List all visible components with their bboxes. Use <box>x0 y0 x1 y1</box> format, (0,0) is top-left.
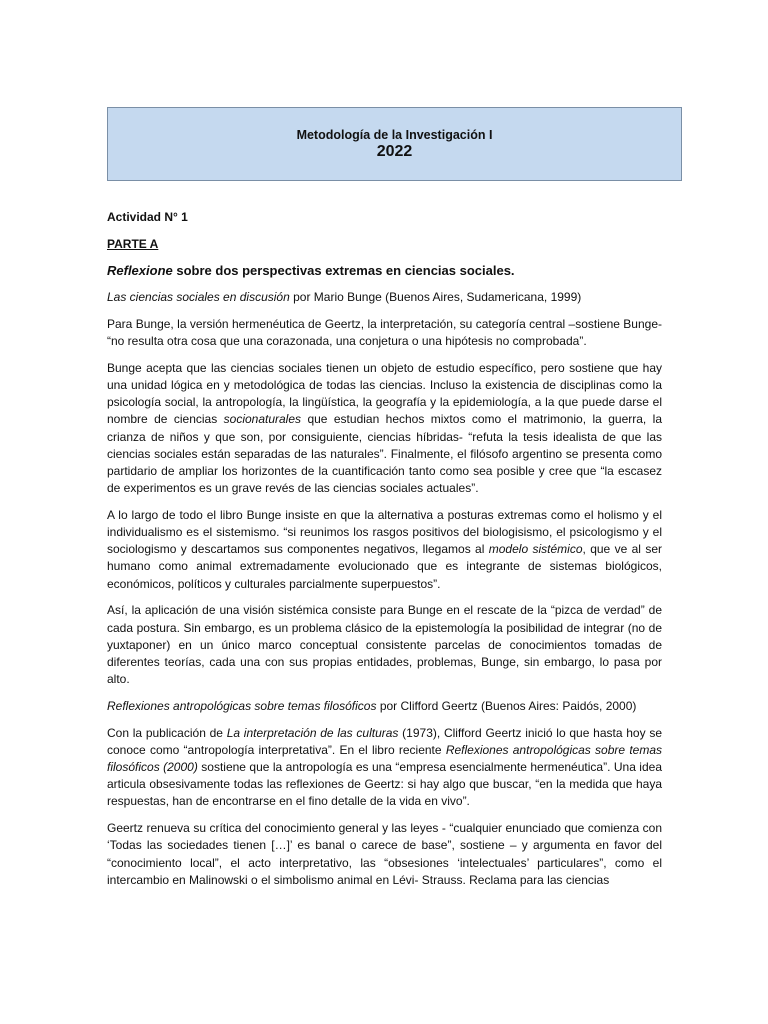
paragraph-5 <box>107 725 662 811</box>
paragraph-2 <box>107 360 662 498</box>
paragraph-3-b: , que ve al ser humano como animal extremadamente evolucionado que es integrante de sistemas biológicos, económicos, políticos y culturales parcialmente superpuestos”. <box>107 542 662 591</box>
prompt-emphasis: Reflexione <box>107 263 173 279</box>
paragraph-6: Geertz renueva su crítica del conocimiento general y las leyes - “cualquier enunciado que comienza con ‘Todas las sociedades tienen […]’ es banal o carece de base”, sostiene – y argumenta en favor del “conocimiento local”, el acto interpretativo, las “obsesiones ‘intelectuales’ particulares”, como el intercambio en Malinowski o el simbolismo animal en Lévi- Strauss. Reclama para las ciencias <box>107 821 662 887</box>
paragraph-5-b: (1973), Clifford Geertz inició lo que hasta hoy se conoce como “antropología interpretativa”. En el libro reciente <box>107 725 663 757</box>
source-bunge <box>107 289 662 306</box>
paragraph-3 <box>107 507 662 593</box>
part-heading: PARTE A <box>107 236 159 251</box>
paragraph-1: Para Bunge, la versión hermenéutica de Geertz, la interpretación, su categoría central –sostiene Bunge- “no resulta otra cosa que una corazonada, una conjetura o una hipótesis no comprobada”. <box>107 316 662 349</box>
header-box <box>107 107 682 181</box>
paragraph-3-emphasis: modelo sistémico <box>488 542 583 557</box>
paragraph-5-emphasis-2: Reflexiones antropológicas sobre temas filosóficos (2000) <box>107 742 662 774</box>
paragraph-2-b: que estudian hechos mixtos como el matrimonio, la guerra, la crianza de niños y que son, por consiguiente, ciencias híbridas- “refuta la tesis idealista de que las ciencias sociales están separadas de las naturales”. Finalmente, el filósofo argentino se presenta como partidario de ampliar los horizontes de la cuantificación tanto como sea posible y cree que “la escasez de experimentos es un grave revés de las ciencias sociales actuales”. <box>107 412 663 496</box>
paragraph-5-emphasis-1: La interpretación de las culturas <box>226 725 399 740</box>
paragraph-2-a: Bunge acepta que las ciencias sociales tienen un objeto de estudio específico, pero sostiene que hay una unidad lógica en y metodológica de todas las ciencias. Incluso la existencia de disciplinas como la psicología social, la antropología, la lingüística, la geografía y la epidemiología, a la que puede darse el nombre de ciencias <box>107 360 662 427</box>
paragraph-3-a: A lo largo de todo el libro Bunge insiste en que la alternativa a posturas extremas como el holismo y el individualismo es el sistemismo. “si reunimos los rasgos positivos del biologisismo, el psicologismo y el sociologismo y descartamos sus componentes negativos, llegamos al <box>107 507 662 557</box>
paragraph-4: Así, la aplicación de una visión sistémica consiste para Bunge en el rescate de la “pizca de verdad” de cada postura. Sin embargo, es un problema clásico de la epistemología la posibilidad de integrar (no de yuxtaponer) en un único marco conceptual consistente parcelas de conocimientos tomadas de diferentes teorías, cada una con sus propias entidades, problemas, Bunge, sin embargo, lo pasa por alto. <box>107 603 662 687</box>
paragraph-5-a: Con la publicación de <box>107 725 227 740</box>
document-body <box>107 209 662 898</box>
course-year: 2022 <box>376 143 413 160</box>
paragraph-5-c: sostiene que la antropología es una “empresa esencialmente hermenéutica”. Una idea articula obsesivamente todas las reflexiones de Geertz: si hay algo que buscar, “en la medida que haya respuestas, han de encontrarse en el fino detalle de la vida en vivo”. <box>107 759 662 809</box>
prompt-heading <box>107 262 662 279</box>
prompt-text: sobre dos perspectivas extremas en ciencias sociales. <box>172 263 515 279</box>
source-bunge-title: Las ciencias sociales en discusión <box>107 290 290 305</box>
paragraph-2-emphasis: socionaturales <box>223 412 302 427</box>
source-bunge-details: por Mario Bunge (Buenos Aires, Sudamericana, 1999) <box>289 290 582 305</box>
course-title: Metodología de la Investigación I <box>296 128 493 142</box>
source-geertz-title: Reflexiones antropológicas sobre temas filosóficos <box>107 698 377 713</box>
activity-heading: Actividad N° 1 <box>107 210 188 224</box>
source-geertz-details: por Clifford Geertz (Buenos Aires: Paidós, 2000) <box>376 698 637 713</box>
source-geertz <box>107 698 662 715</box>
